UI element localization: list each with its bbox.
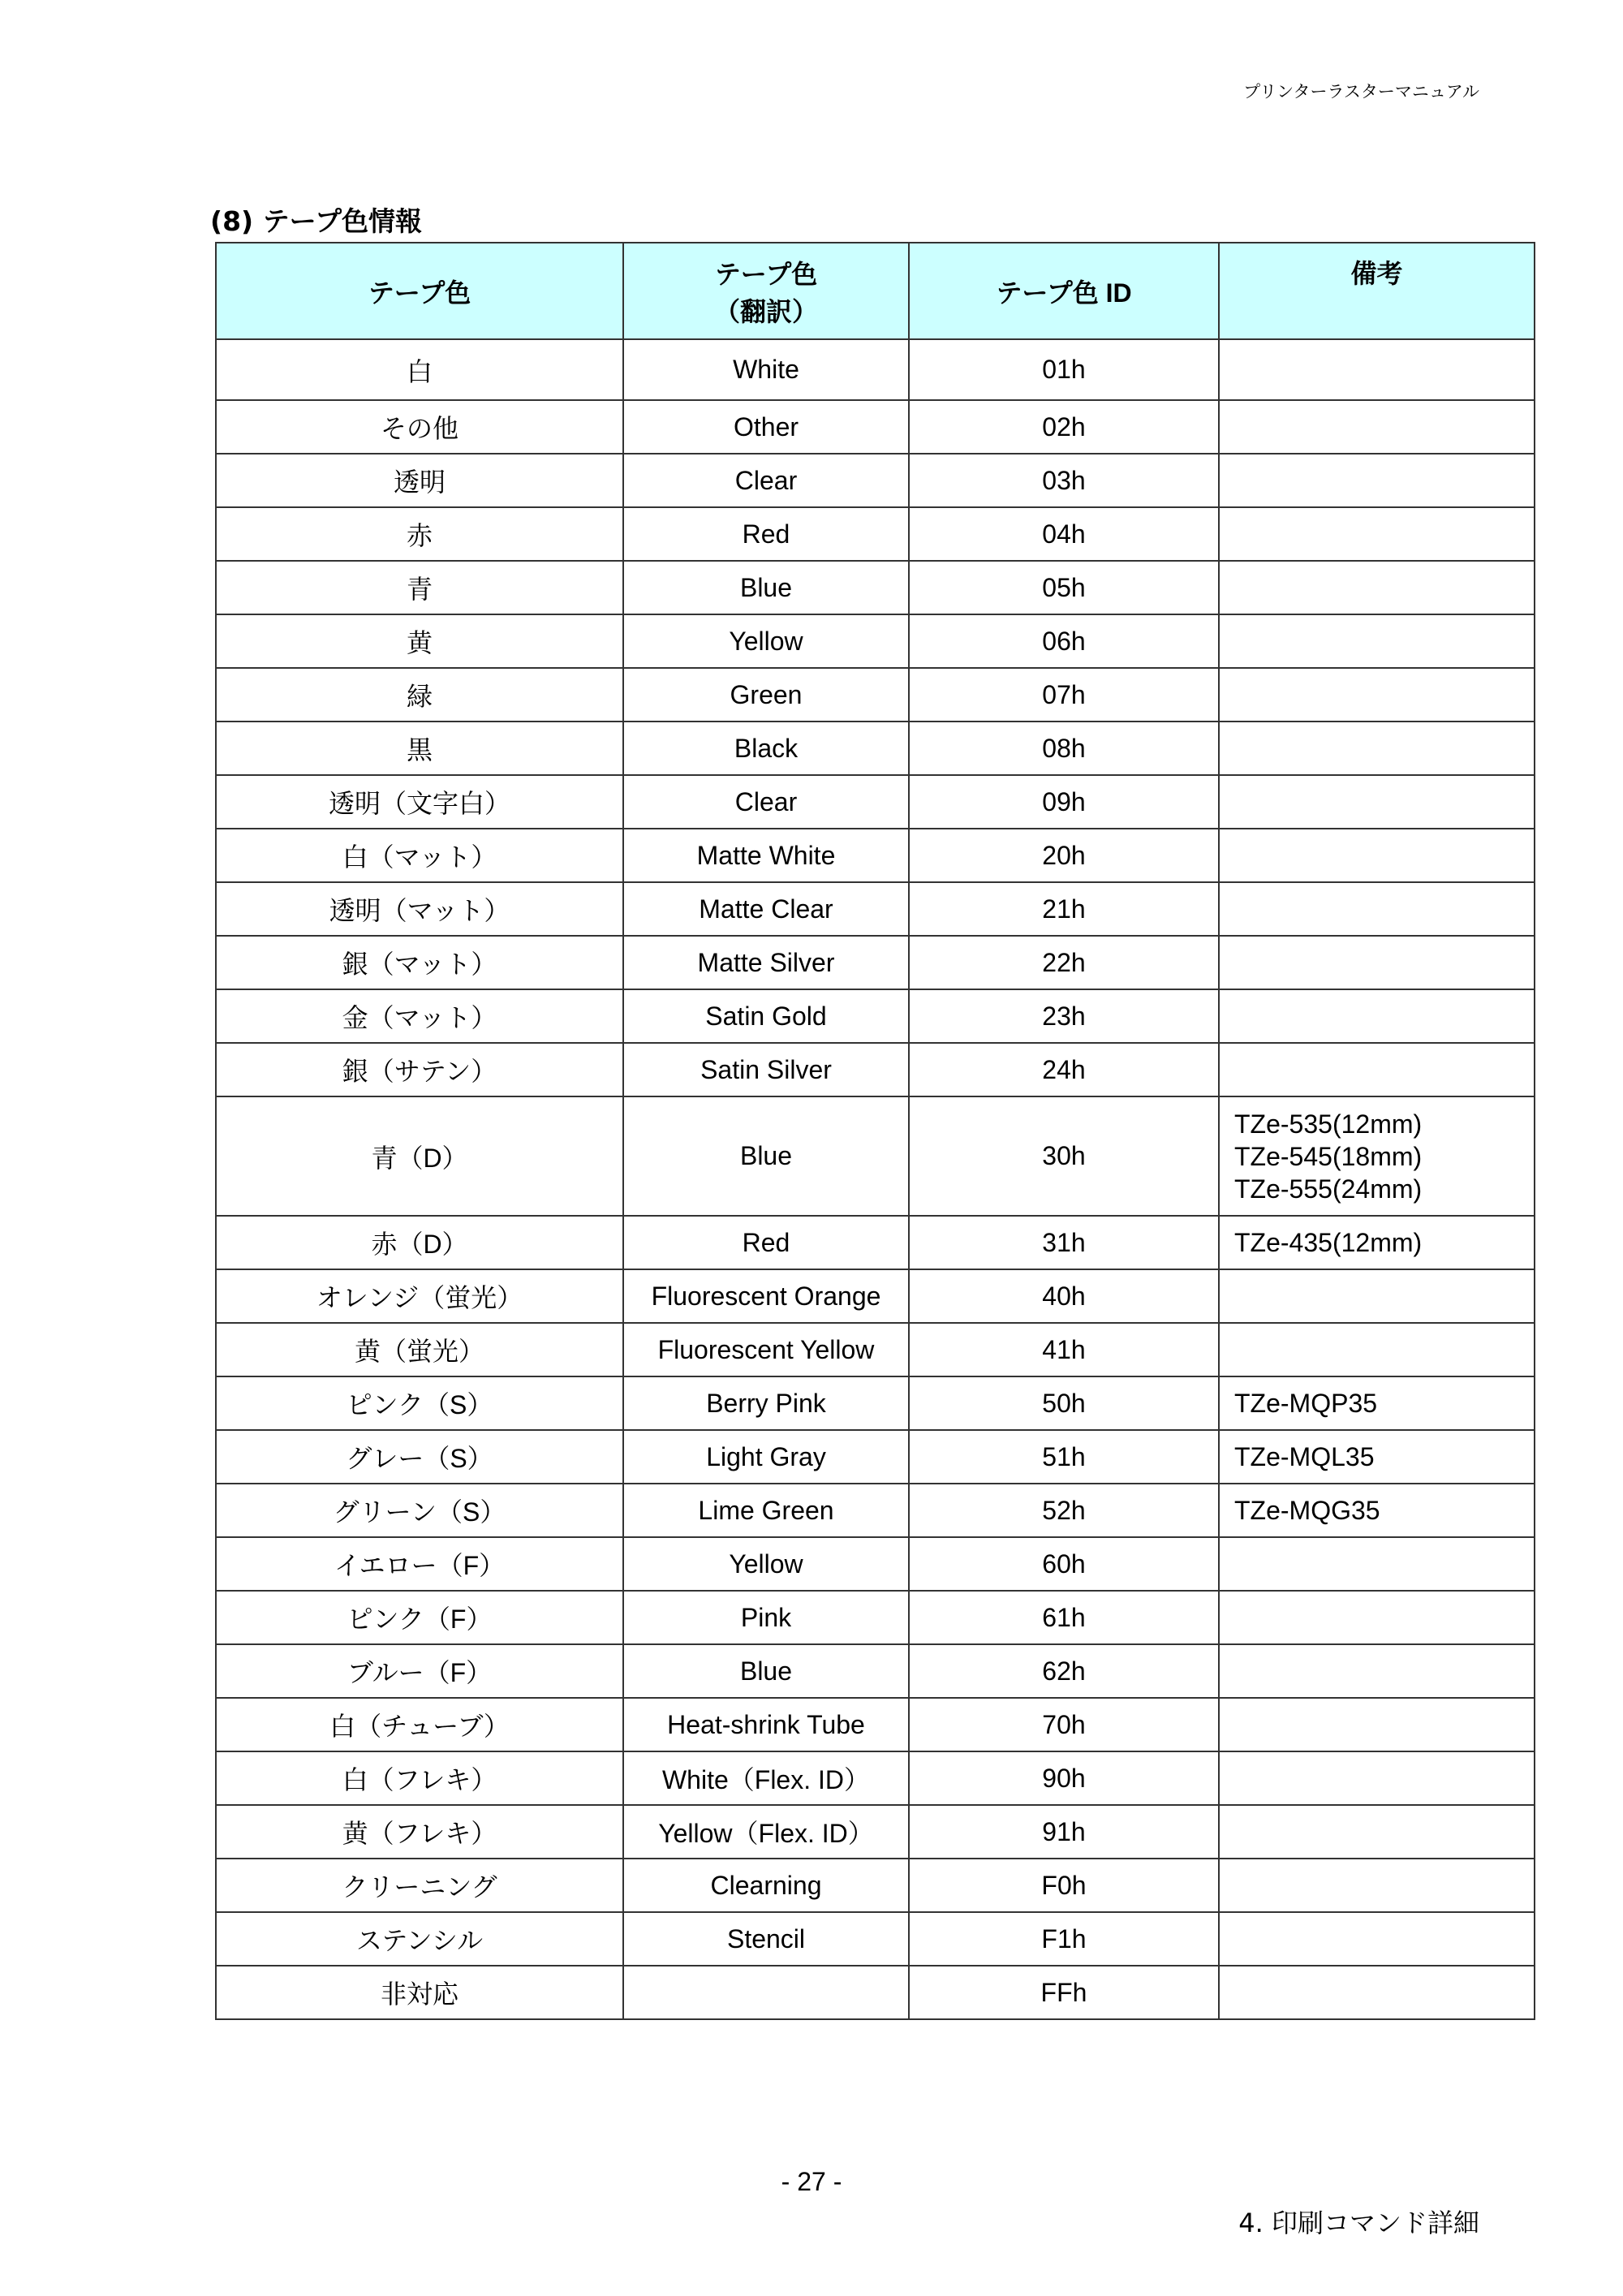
table-row	[216, 1859, 1535, 1912]
cell-translation: Red	[623, 507, 909, 561]
table-row	[216, 507, 1535, 561]
cell-id: 01h	[909, 339, 1219, 400]
table-row	[216, 775, 1535, 829]
document-header-title: プリンターラスターマニュアル	[1243, 82, 1479, 101]
cell-translation: Berry Pink	[623, 1376, 909, 1430]
cell-id: 62h	[909, 1644, 1219, 1698]
cell-note	[1219, 454, 1535, 507]
cell-color: 白	[216, 339, 623, 400]
cell-translation: Satin Gold	[623, 989, 909, 1043]
header-tape-color-id: テープ色 ID	[909, 243, 1219, 339]
cell-id: 91h	[909, 1805, 1219, 1859]
cell-translation: Satin Silver	[623, 1043, 909, 1096]
cell-translation: Fluorescent Orange	[623, 1269, 909, 1323]
note-line: TZe-535(12mm)	[1234, 1109, 1423, 1139]
note-line: TZe-545(18mm)	[1234, 1141, 1423, 1171]
cell-color: 黄（蛍光）	[216, 1323, 623, 1376]
cell-id: FFh	[909, 1966, 1219, 2019]
cell-color: グリーン（S）	[216, 1484, 623, 1537]
footer-chapter: 4. 印刷コマンド詳細	[1238, 2208, 1479, 2238]
cell-color: 黄	[216, 614, 623, 668]
cell-id: F1h	[909, 1912, 1219, 1966]
cell-note	[1219, 1376, 1535, 1430]
cell-id: 20h	[909, 829, 1219, 882]
table-row	[216, 1484, 1535, 1537]
cell-translation: Heat-shrink Tube	[623, 1698, 909, 1751]
cell-id: 07h	[909, 668, 1219, 722]
cell-translation: Lime Green	[623, 1484, 909, 1537]
table-row	[216, 561, 1535, 614]
cell-color: 金（マット）	[216, 989, 623, 1043]
table-row	[216, 722, 1535, 775]
cell-note	[1219, 400, 1535, 454]
cell-translation: Pink	[623, 1591, 909, 1644]
cell-note	[1219, 989, 1535, 1043]
cell-translation: Blue	[623, 1096, 909, 1216]
cell-color: オレンジ（蛍光）	[216, 1269, 623, 1323]
cell-translation: Blue	[623, 1644, 909, 1698]
table-row	[216, 989, 1535, 1043]
cell-color: 銀（マット）	[216, 936, 623, 989]
header-translation-line2: （翻訳）	[713, 296, 818, 326]
page-number: - 27 -	[781, 2167, 842, 2196]
cell-note	[1219, 561, 1535, 614]
cell-id: 21h	[909, 882, 1219, 936]
cell-color: 黒	[216, 722, 623, 775]
cell-color: クリーニング	[216, 1859, 623, 1912]
cell-id: 09h	[909, 775, 1219, 829]
cell-note	[1219, 1966, 1535, 2019]
table-row	[216, 1698, 1535, 1751]
cell-translation: Matte Clear	[623, 882, 909, 936]
cell-color: ステンシル	[216, 1912, 623, 1966]
tape-color-table	[215, 242, 1535, 2020]
cell-note	[1219, 936, 1535, 989]
cell-translation: Fluorescent Yellow	[623, 1323, 909, 1376]
cell-id: 52h	[909, 1484, 1219, 1537]
table-row	[216, 1043, 1535, 1096]
cell-color: 赤	[216, 507, 623, 561]
header-tape-color-translation	[623, 243, 909, 339]
note-line: TZe-MQP35	[1234, 1389, 1378, 1418]
cell-color: イエロー（F）	[216, 1537, 623, 1591]
cell-translation: Clearning	[623, 1859, 909, 1912]
cell-translation: Red	[623, 1216, 909, 1269]
cell-color: 透明	[216, 454, 623, 507]
table-row	[216, 339, 1535, 400]
cell-translation: Matte Silver	[623, 936, 909, 989]
header-tape-color: テープ色	[216, 243, 623, 339]
cell-color: 青（D）	[216, 1096, 623, 1216]
note-line: TZe-555(24mm)	[1234, 1174, 1423, 1204]
table-row	[216, 614, 1535, 668]
cell-id: 50h	[909, 1376, 1219, 1430]
cell-note	[1219, 1751, 1535, 1805]
cell-color: その他	[216, 400, 623, 454]
table-row	[216, 1376, 1535, 1430]
cell-translation: Green	[623, 668, 909, 722]
cell-note	[1219, 1216, 1535, 1269]
cell-id: 61h	[909, 1591, 1219, 1644]
cell-note	[1219, 775, 1535, 829]
table-row	[216, 829, 1535, 882]
cell-translation: Yellow	[623, 614, 909, 668]
cell-color: 銀（サテン）	[216, 1043, 623, 1096]
note-line: TZe-MQL35	[1234, 1442, 1375, 1471]
cell-color: 赤（D）	[216, 1216, 623, 1269]
cell-color: 非対応	[216, 1966, 623, 2019]
cell-color: ブルー（F）	[216, 1644, 623, 1698]
cell-note	[1219, 1698, 1535, 1751]
cell-color: ピンク（S）	[216, 1376, 623, 1430]
cell-id: F0h	[909, 1859, 1219, 1912]
table-row	[216, 1805, 1535, 1859]
table-row	[216, 1269, 1535, 1323]
cell-translation: Clear	[623, 775, 909, 829]
note-line: TZe-435(12mm)	[1234, 1228, 1423, 1257]
table-row	[216, 668, 1535, 722]
note-line: TZe-MQG35	[1234, 1496, 1380, 1525]
cell-note	[1219, 339, 1535, 400]
table-row	[216, 1912, 1535, 1966]
header-note: 備考	[1219, 243, 1535, 339]
cell-note	[1219, 1430, 1535, 1484]
cell-id: 30h	[909, 1096, 1219, 1216]
cell-color: グレー（S）	[216, 1430, 623, 1484]
header-translation-line1: テープ色	[714, 259, 818, 289]
cell-id: 02h	[909, 400, 1219, 454]
cell-color: 透明（文字白）	[216, 775, 623, 829]
table-row	[216, 1096, 1535, 1216]
cell-id: 03h	[909, 454, 1219, 507]
cell-translation: White	[623, 339, 909, 400]
cell-id: 08h	[909, 722, 1219, 775]
cell-note	[1219, 882, 1535, 936]
cell-color: 黄（フレキ）	[216, 1805, 623, 1859]
table-row	[216, 454, 1535, 507]
cell-id: 31h	[909, 1216, 1219, 1269]
table-body	[216, 339, 1535, 2019]
cell-note	[1219, 1096, 1535, 1216]
cell-id: 06h	[909, 614, 1219, 668]
cell-id: 22h	[909, 936, 1219, 989]
cell-translation: White（Flex. ID）	[623, 1751, 909, 1805]
cell-id: 05h	[909, 561, 1219, 614]
cell-id: 41h	[909, 1323, 1219, 1376]
cell-color: 白（マット）	[216, 829, 623, 882]
cell-translation: Black	[623, 722, 909, 775]
cell-color: 青	[216, 561, 623, 614]
cell-note	[1219, 1805, 1535, 1859]
cell-note	[1219, 829, 1535, 882]
table-row	[216, 1216, 1535, 1269]
section-title: (8) テープ色情報	[210, 205, 422, 237]
table-row	[216, 1644, 1535, 1698]
cell-translation	[623, 1966, 909, 2019]
cell-translation: Clear	[623, 454, 909, 507]
cell-translation: Matte White	[623, 829, 909, 882]
cell-id: 23h	[909, 989, 1219, 1043]
cell-id: 04h	[909, 507, 1219, 561]
cell-note	[1219, 614, 1535, 668]
cell-translation: Yellow	[623, 1537, 909, 1591]
cell-translation: Stencil	[623, 1912, 909, 1966]
table-row	[216, 1323, 1535, 1376]
cell-note	[1219, 1591, 1535, 1644]
table-row	[216, 936, 1535, 989]
table-row	[216, 1591, 1535, 1644]
cell-color: ピンク（F）	[216, 1591, 623, 1644]
cell-note	[1219, 507, 1535, 561]
cell-color: 透明（マット）	[216, 882, 623, 936]
cell-id: 70h	[909, 1698, 1219, 1751]
cell-id: 90h	[909, 1751, 1219, 1805]
cell-note	[1219, 1484, 1535, 1537]
cell-id: 40h	[909, 1269, 1219, 1323]
cell-id: 60h	[909, 1537, 1219, 1591]
cell-color: 白（フレキ）	[216, 1751, 623, 1805]
table-row	[216, 1537, 1535, 1591]
cell-note	[1219, 668, 1535, 722]
cell-note	[1219, 722, 1535, 775]
cell-translation: Light Gray	[623, 1430, 909, 1484]
table-row	[216, 1751, 1535, 1805]
cell-id: 24h	[909, 1043, 1219, 1096]
cell-color: 白（チューブ）	[216, 1698, 623, 1751]
cell-note	[1219, 1323, 1535, 1376]
table-row	[216, 882, 1535, 936]
cell-translation: Blue	[623, 561, 909, 614]
table-row	[216, 1430, 1535, 1484]
cell-id: 51h	[909, 1430, 1219, 1484]
cell-translation: Other	[623, 400, 909, 454]
table-row	[216, 1966, 1535, 2019]
cell-color: 緑	[216, 668, 623, 722]
cell-note	[1219, 1537, 1535, 1591]
cell-note	[1219, 1644, 1535, 1698]
cell-note	[1219, 1859, 1535, 1912]
cell-note	[1219, 1269, 1535, 1323]
cell-note	[1219, 1043, 1535, 1096]
cell-note	[1219, 1912, 1535, 1966]
table-header-row	[216, 243, 1535, 339]
cell-translation: Yellow（Flex. ID）	[623, 1805, 909, 1859]
table-row	[216, 400, 1535, 454]
